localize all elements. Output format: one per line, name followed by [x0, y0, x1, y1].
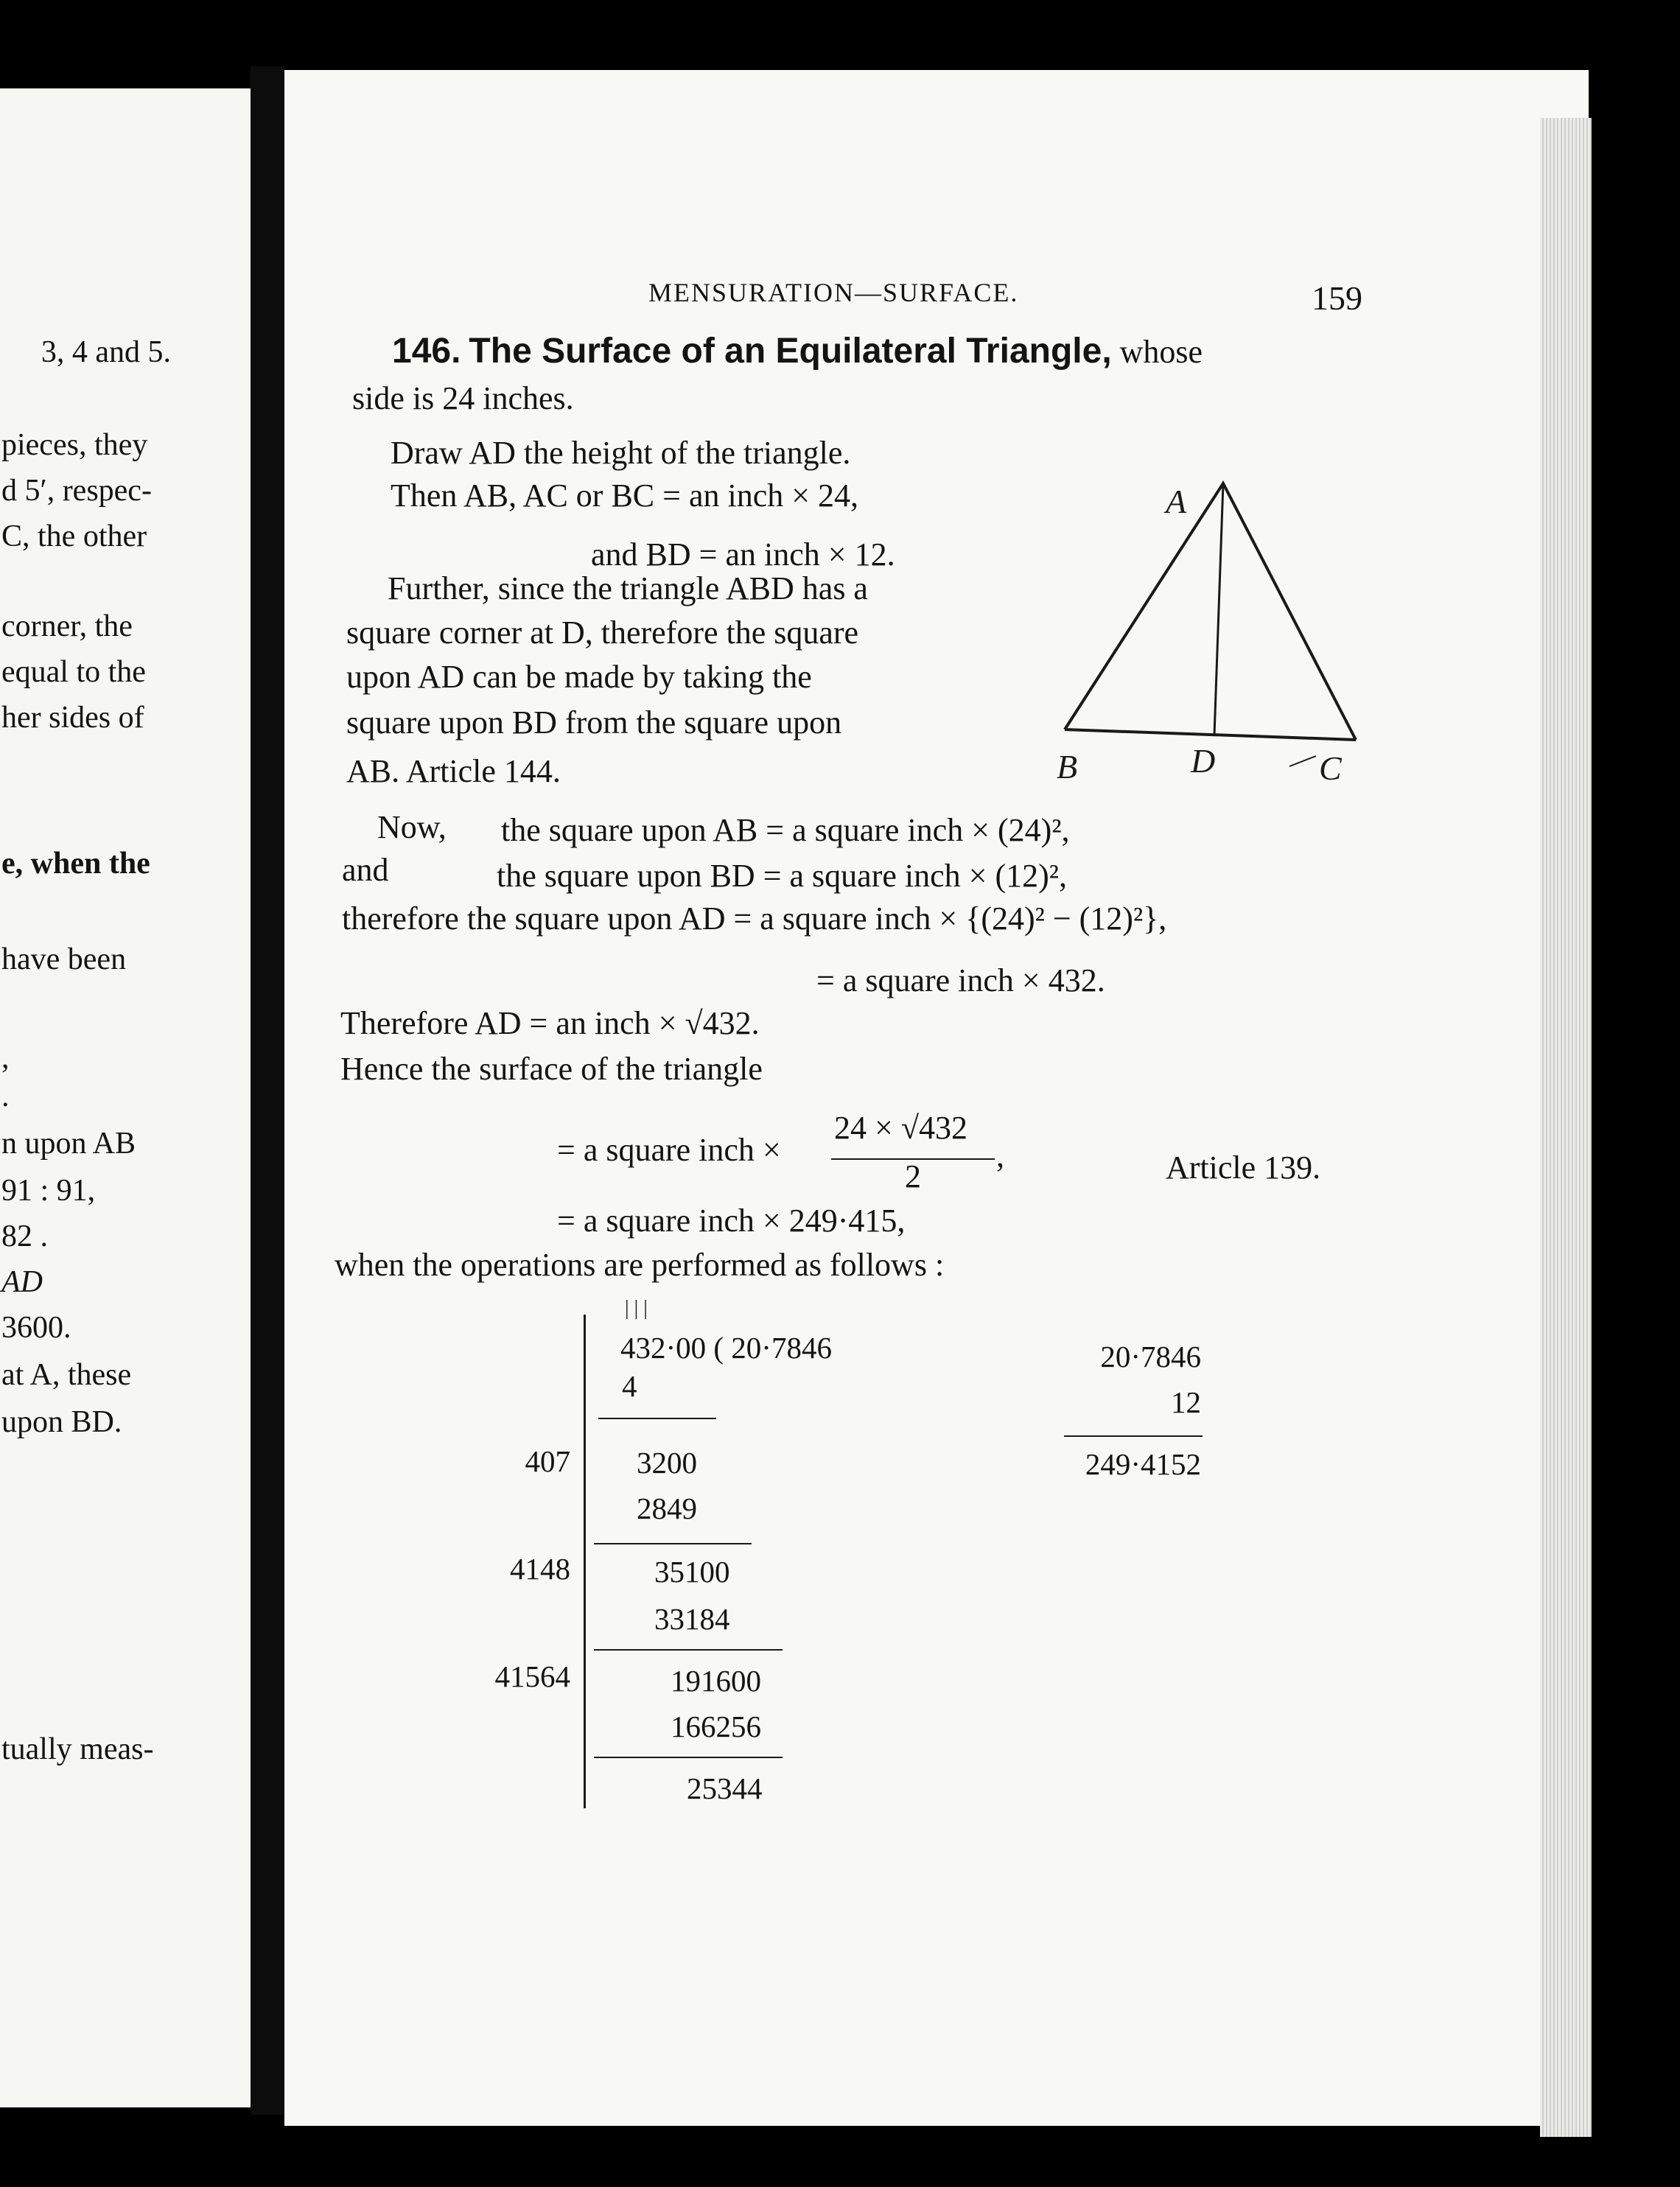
left-line: 82 . [1, 1220, 48, 1253]
sqrt-remainder: 25344 [687, 1771, 763, 1805]
sqrt-rule [594, 1757, 783, 1758]
label-b: B [1057, 748, 1078, 785]
left-line: C, the other [1, 519, 147, 553]
sqrt-value: 35100 [654, 1555, 730, 1589]
page-edges [1540, 118, 1592, 2137]
left-line: at A, these [1, 1358, 132, 1392]
article-reference: Article 139. [1166, 1150, 1321, 1186]
body-line: square upon BD from the square upon [346, 704, 842, 741]
body-line: AB. Article 144. [346, 753, 561, 789]
sqrt-value: 3200 [637, 1446, 697, 1480]
body-line: square corner at D, therefore the square [346, 615, 859, 651]
fraction-denominator: 2 [905, 1158, 921, 1194]
sqrt-divisor: 407 [525, 1444, 570, 1478]
result-line: = a square inch × 249·415, [557, 1203, 906, 1239]
fraction-numerator: 24 × √432 [834, 1110, 967, 1146]
body-line: Then AB, AC or BC = an inch × 24, [391, 477, 859, 514]
body-line: Draw AD the height of the triangle. [391, 435, 851, 471]
sqrt-value: 33184 [654, 1602, 730, 1636]
and-text: the square upon BD = a square inch × (12)², [497, 858, 1067, 894]
left-line: n upon AB [1, 1127, 136, 1161]
label-c-stroke [1289, 756, 1316, 766]
equals-432: = a square inch × 432. [816, 962, 1105, 998]
multiplication-rule [1064, 1435, 1203, 1437]
left-line: . [1, 1079, 10, 1113]
sqrt-value: 4 [622, 1369, 637, 1403]
left-line: pieces, they [1, 428, 148, 462]
article-continuation: side is 24 inches. [352, 380, 574, 416]
now-text: the square upon AB = a square inch × (24)², [501, 812, 1070, 848]
body-line: and BD = an inch × 12. [591, 536, 895, 573]
left-line: her sides of [1, 701, 144, 735]
sqrt-vertical-rule [584, 1315, 586, 1808]
left-line: 3, 4 and 5. [41, 335, 171, 369]
article-heading [392, 330, 1203, 374]
body-line: upon AD can be made by taking the [346, 659, 812, 695]
page-number: 159 [1312, 279, 1362, 317]
sqrt-divisor: 4148 [510, 1552, 570, 1586]
left-line: AD [1, 1265, 43, 1299]
period-ticks: | | | [625, 1297, 648, 1320]
sqrt-value: 2849 [637, 1491, 697, 1525]
label-c: C [1319, 749, 1342, 787]
sqrt-rule [594, 1649, 783, 1651]
multiplicand: 20·7846 [1100, 1340, 1201, 1374]
left-line: d 5′, respec- [1, 474, 152, 508]
label-a: A [1166, 483, 1187, 520]
sqrt-header: 432·00 ( 20·7846 [620, 1331, 832, 1365]
triangle-sides [1065, 483, 1356, 740]
left-line: have been [1, 942, 127, 976]
left-line: equal to the [1, 655, 146, 689]
left-line: e, when the [1, 847, 150, 881]
product: 249·4152 [1085, 1447, 1201, 1481]
article-number: 146. [392, 332, 461, 371]
fraction-prefix: = a square inch × [557, 1132, 781, 1168]
sqrt-value: 191600 [671, 1664, 761, 1698]
sqrt-value: 166256 [671, 1710, 761, 1743]
left-line: , [1, 1041, 10, 1075]
operations-line: when the operations are performed as follows : [335, 1247, 945, 1283]
sqrt-rule [598, 1418, 716, 1419]
now-prefix: Now, [377, 809, 447, 845]
label-d: D [1191, 742, 1216, 780]
left-line: 91 : 91, [1, 1174, 96, 1208]
hence-line: Hence the surface of the triangle [340, 1051, 763, 1087]
triangle-base [1065, 729, 1356, 740]
and-prefix: and [342, 852, 389, 888]
left-line: 3600. [1, 1311, 71, 1345]
multiplier: 12 [1171, 1385, 1201, 1419]
body-line: Further, since the triangle ABD has a [388, 570, 868, 606]
triangle-figure [1046, 472, 1371, 803]
left-line: tually meas- [1, 1732, 154, 1766]
fraction-comma: , [996, 1138, 1004, 1174]
therefore-line: therefore the square upon AD = a square inch × {(24)² − (12)²}, [342, 900, 1167, 937]
article-title-tail: whose [1119, 334, 1203, 370]
running-title: MENSURATION—SURFACE. [648, 278, 1019, 307]
left-line: corner, the [1, 609, 133, 643]
article-title: The Surface of an Equilateral Triangle, [469, 332, 1112, 371]
sqrt-divisor: 41564 [494, 1659, 570, 1693]
therefore-ad: Therefore AD = an inch × √432. [340, 1005, 760, 1041]
triangle-height-ad [1214, 483, 1223, 735]
book-gutter [251, 66, 284, 2115]
left-line: upon BD. [1, 1405, 122, 1439]
sqrt-rule [594, 1543, 752, 1544]
